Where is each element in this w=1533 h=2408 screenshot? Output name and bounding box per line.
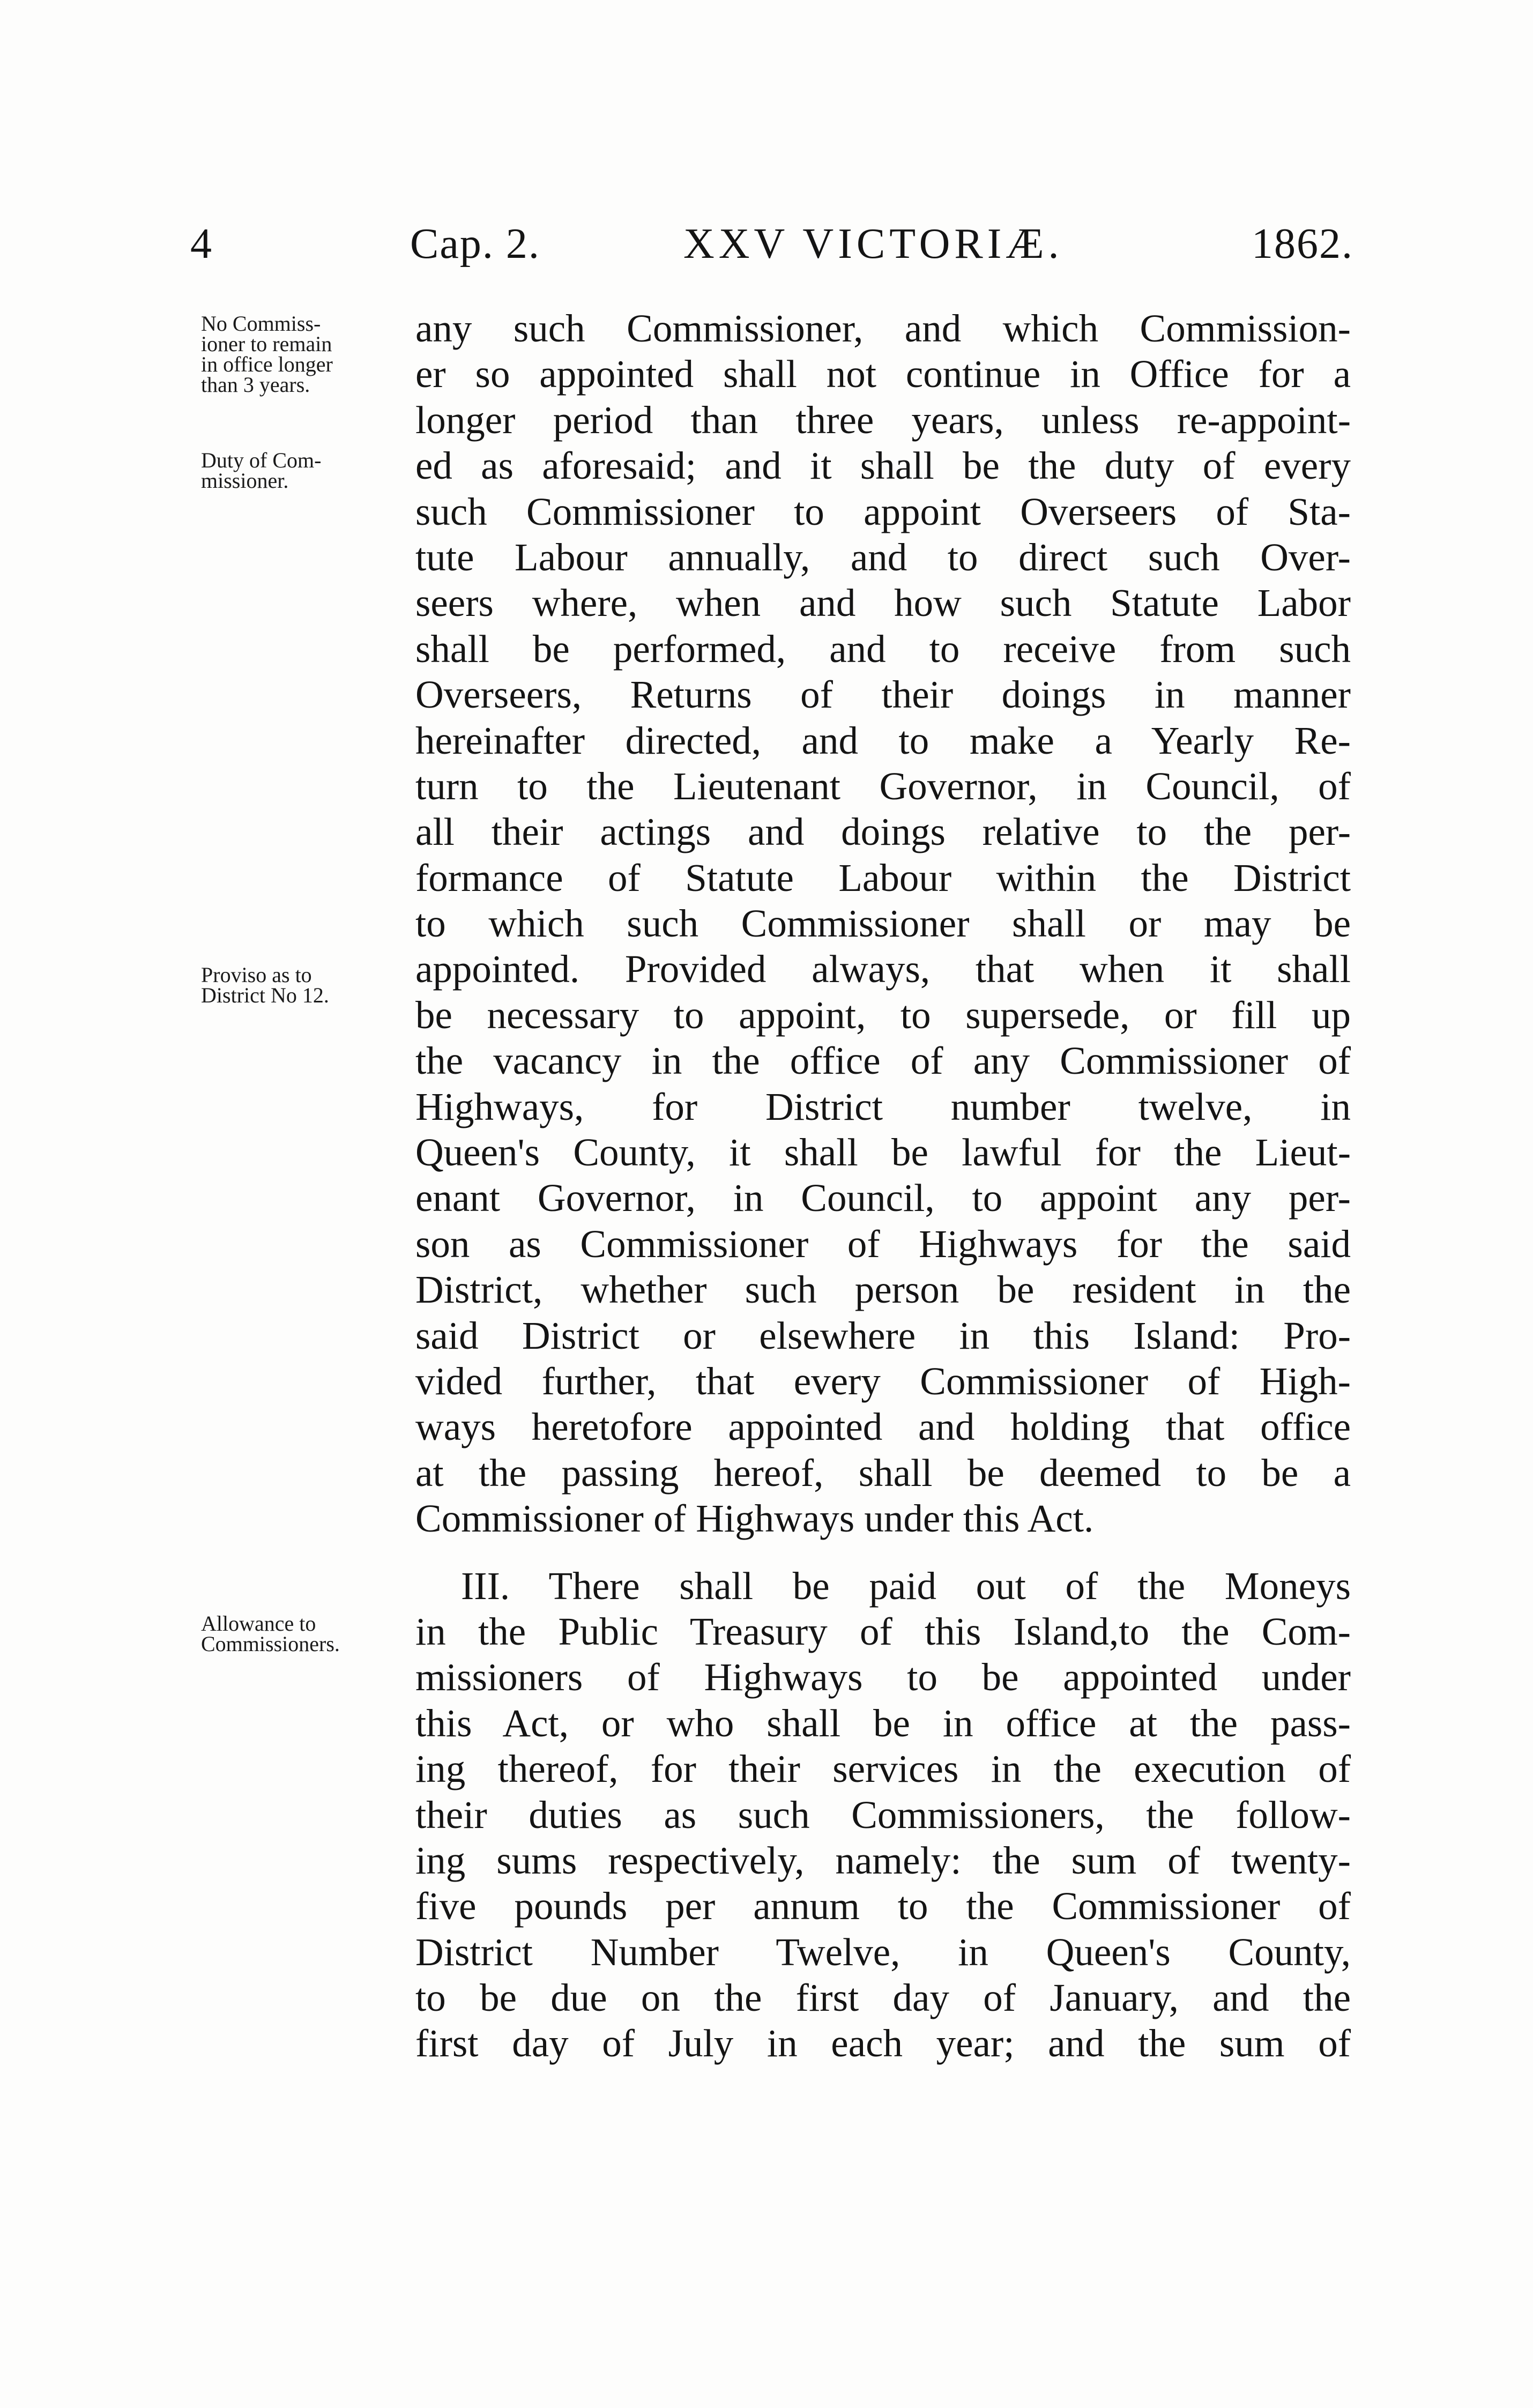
text-line: missioners of Highways to be appointed under [415, 1655, 1351, 1699]
margin-note-proviso-district-12 [201, 965, 410, 1006]
margin-note-line: Proviso as to [201, 963, 312, 987]
text-line: son as Commissioner of Highways for the said [415, 1222, 1351, 1266]
year-label: 1862. [1252, 220, 1353, 267]
text-line: ing sums respectively, namely: the sum of twenty- [415, 1838, 1351, 1882]
section-heading-line: III. There shall be paid out of the Moneys [461, 1564, 1351, 1608]
text-line: this Act, or who shall be in office at the pass- [415, 1701, 1351, 1745]
text-line: all their actings and doings relative to the per- [415, 810, 1351, 854]
margin-note-line: Commissioners. [201, 1632, 340, 1656]
text-line: at the passing hereof, shall be deemed to be a [415, 1451, 1351, 1495]
text-line: ing thereof, for their services in the execution of [415, 1747, 1351, 1791]
margin-note-allowance-to-commissioners [201, 1611, 410, 1656]
margin-note-duty-of-commissioner [201, 450, 410, 491]
text-line: ed as aforesaid; and it shall be the duty of every [415, 444, 1351, 488]
reign-title: XXV VICTORIÆ. [683, 220, 1063, 267]
text-line: tute Labour annually, and to direct such Over- [415, 535, 1351, 579]
text-line: be necessary to appoint, to supersede, or fill up [415, 993, 1351, 1037]
margin-note-line: in office longer [201, 352, 333, 376]
text-line: Queen's County, it shall be lawful for the Lieut- [415, 1131, 1351, 1175]
margin-note-line: Duty of Com- [201, 448, 322, 472]
margin-note-line: No Commiss- [201, 311, 321, 336]
text-line: formance of Statute Labour within the District [415, 856, 1351, 900]
text-line: Overseers, Returns of their doings in manner [415, 673, 1351, 717]
text-line: in the Public Treasury of this Island,to the Com- [415, 1609, 1351, 1653]
text-line: District Number Twelve, in Queen's County, [415, 1930, 1351, 1974]
text-line: hereinafter directed, and to make a Yearly Re- [415, 718, 1351, 762]
chapter-label: Cap. 2. [410, 220, 540, 267]
running-header [190, 214, 1353, 273]
text-line: turn to the Lieutenant Governor, in Council, of [415, 764, 1351, 808]
margin-note-line: missioner. [201, 469, 289, 493]
text-line: the vacancy in the office of any Commissioner of [415, 1039, 1351, 1083]
text-line: their duties as such Commissioners, the follow- [415, 1793, 1351, 1837]
text-line: any such Commissioner, and which Commission- [415, 307, 1351, 350]
text-line: Commissioner of Highways under this Act. [415, 1497, 1094, 1541]
text-line: vided further, that every Commissioner of High- [415, 1359, 1351, 1403]
text-line: ways heretofore appointed and holding that office [415, 1405, 1351, 1449]
text-line: shall be performed, and to receive from such [415, 627, 1351, 671]
margin-note-line: District No 12. [201, 983, 329, 1007]
text-line: five pounds per annum to the Commissioner of [415, 1884, 1351, 1928]
text-line: District, whether such person be resident in the [415, 1268, 1351, 1312]
text-line: first day of July in each year; and the sum of [415, 2021, 1351, 2065]
page-number: 4 [190, 220, 213, 267]
margin-note-no-commissioner-term [201, 311, 410, 397]
text-line: er so appointed shall not continue in Office for a [415, 352, 1351, 396]
text-line: appointed. Provided always, that when it shall [415, 947, 1351, 991]
text-line: such Commissioner to appoint Overseers of Sta- [415, 489, 1351, 533]
text-line: said District or elsewhere in this Island: Pro- [415, 1313, 1351, 1357]
section-gap [415, 1542, 1351, 1563]
text-line: Highways, for District number twelve, in [415, 1084, 1351, 1128]
margin-note-line: Allowance to [201, 1611, 316, 1636]
text-line: enant Governor, in Council, to appoint any per- [415, 1176, 1351, 1220]
body-text [415, 306, 1351, 2067]
text-line: to which such Commissioner shall or may be [415, 902, 1351, 946]
margin-note-line: than 3 years. [201, 373, 310, 397]
margin-note-line: ioner to remain [201, 332, 332, 356]
text-line: longer period than three years, unless re-appoint- [415, 398, 1351, 442]
text-line: to be due on the first day of January, and the [415, 1976, 1351, 2020]
text-line: seers where, when and how such Statute Labor [415, 581, 1351, 625]
